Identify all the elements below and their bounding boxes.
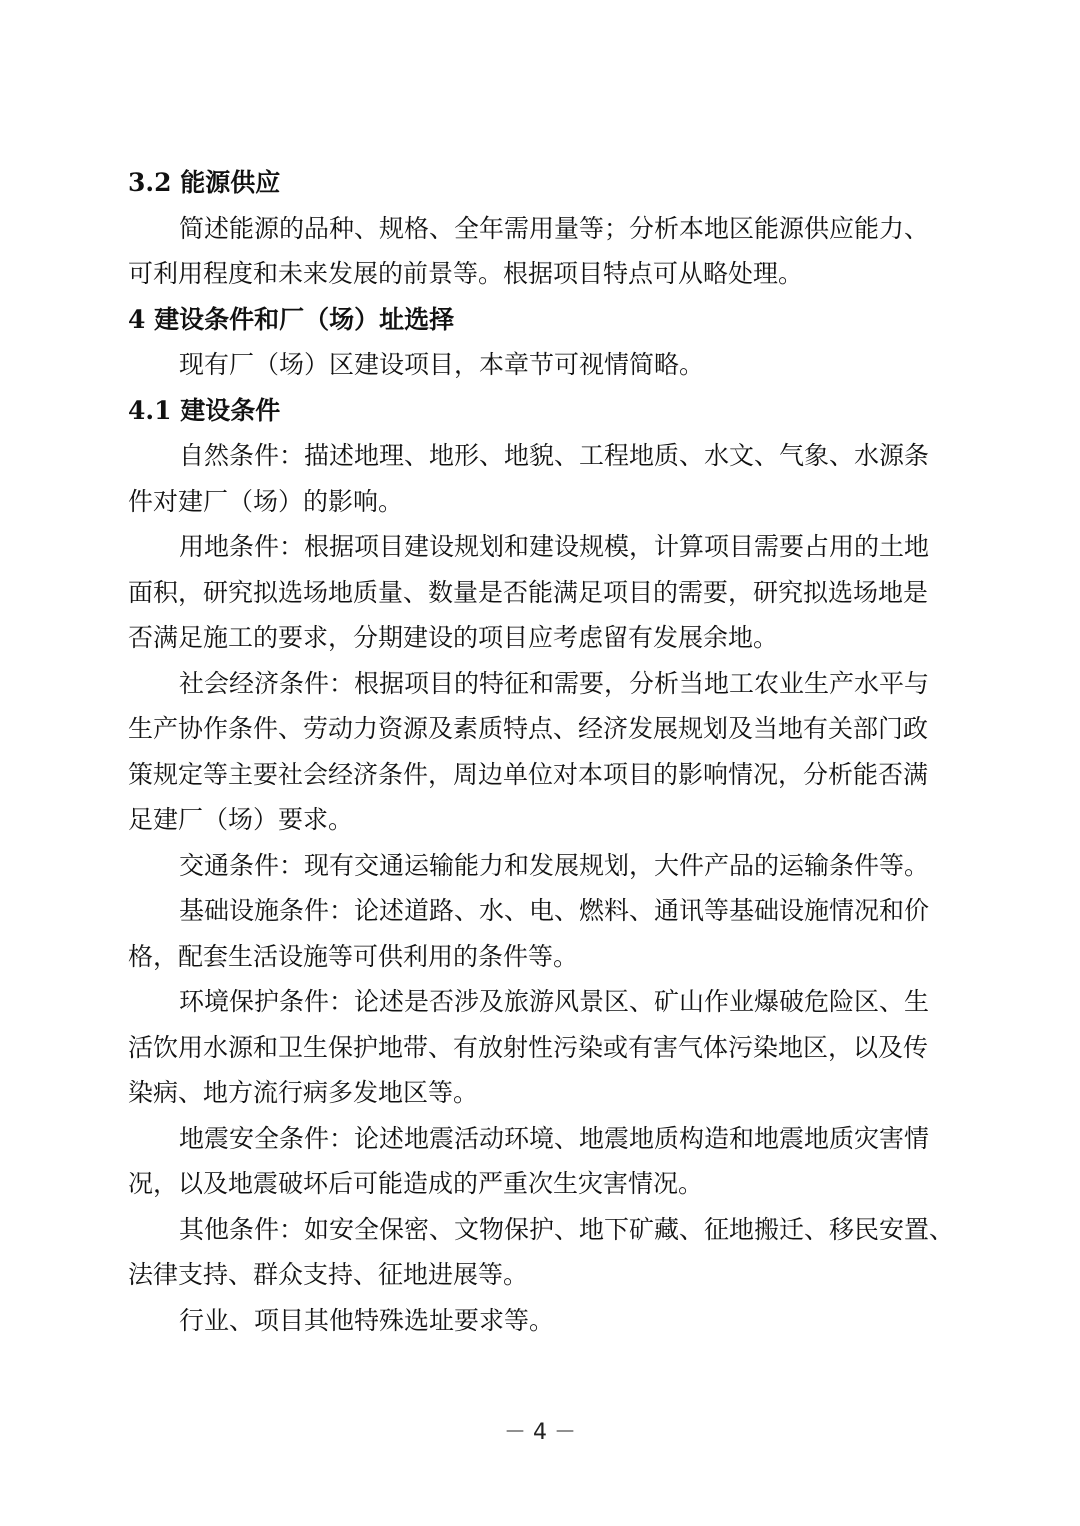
paragraph-line: 地震安全条件：论述地震活动环境、地震地质构造和地震地质灾害情: [179, 1123, 930, 1153]
paragraph: [128, 342, 953, 388]
paragraph-line: 行业、项目其他特殊选址要求等。: [179, 1305, 555, 1335]
paragraph-line: 生产协作条件、劳动力资源及素质特点、经济发展规划及当地有关部门政: [128, 714, 929, 743]
paragraph-line: 其他条件：如安全保密、文物保护、地下矿藏、征地搬迁、移民安置、: [179, 1214, 955, 1244]
paragraph-line: 格，配套生活设施等可供利用的条件等。: [128, 941, 579, 971]
paragraph-line: 现有厂（场）区建设项目，本章节可视情简略。: [179, 350, 705, 379]
paragraph-line: 社会经济条件：根据项目的特征和需要，分析当地工农业生产水平与: [179, 668, 930, 698]
paragraph-line: 交通条件：现有交通运输能力和发展规划，大件产品的运输条件等。: [179, 850, 930, 880]
heading-text: 3.2 能源供应: [128, 168, 281, 197]
section-heading: [128, 297, 953, 343]
paragraph-line: 况，以及地震破坏后可能造成的严重次生灾害情况。: [128, 1169, 704, 1198]
paragraph: [128, 433, 953, 524]
paragraph-line: 策规定等主要社会经济条件，周边单位对本项目的影响情况，分析能否满: [128, 759, 929, 789]
paragraph-line: 可利用程度和未来发展的前景等。根据项目特点可从略处理。: [128, 259, 804, 288]
paragraph: [128, 1298, 953, 1344]
paragraph-line: 否满足施工的要求，分期建设的项目应考虑留有发展余地。: [128, 623, 779, 652]
paragraph: [128, 206, 953, 297]
heading-text: 4.1 建设条件: [128, 395, 281, 425]
paragraph: [128, 1207, 953, 1298]
paragraph-line: 基础设施条件：论述道路、水、电、燃料、通讯等基础设施情况和价: [179, 896, 930, 925]
paragraph-line: 法律支持、群众支持、征地进展等。: [128, 1260, 529, 1289]
paragraph-line: 染病、地方流行病多发地区等。: [128, 1078, 479, 1107]
paragraph: [128, 524, 953, 661]
paragraph-line: 简述能源的品种、规格、全年需用量等；分析本地区能源供应能力、: [179, 213, 930, 243]
paragraph-line: 面积，研究拟选场地质量、数量是否能满足项目的需要，研究拟选场地是: [128, 577, 929, 607]
document-body: [128, 160, 953, 1343]
paragraph: [128, 661, 953, 843]
section-heading: [128, 388, 953, 434]
paragraph-line: 活饮用水源和卫生保护地带、有放射性污染或有害气体污染地区，以及传: [128, 1032, 929, 1062]
heading-text: 4 建设条件和厂（场）址选择: [128, 304, 455, 334]
page-number: － 4 －: [504, 1420, 576, 1445]
paragraph: [128, 888, 953, 979]
paragraph-line: 件对建厂（场）的影响。: [128, 486, 404, 516]
paragraph-line: 环境保护条件：论述是否涉及旅游风景区、矿山作业爆破危险区、生: [179, 987, 930, 1016]
paragraph-line: 足建厂（场）要求。: [128, 805, 354, 834]
section-heading: [128, 160, 953, 206]
paragraph: [128, 979, 953, 1116]
paragraph: [128, 843, 953, 889]
paragraph: [128, 1116, 953, 1207]
paragraph-line: 自然条件：描述地理、地形、地貌、工程地质、水文、气象、水源条: [179, 441, 930, 470]
paragraph-line: 用地条件：根据项目建设规划和建设规模，计算项目需要占用的土地: [179, 532, 930, 561]
